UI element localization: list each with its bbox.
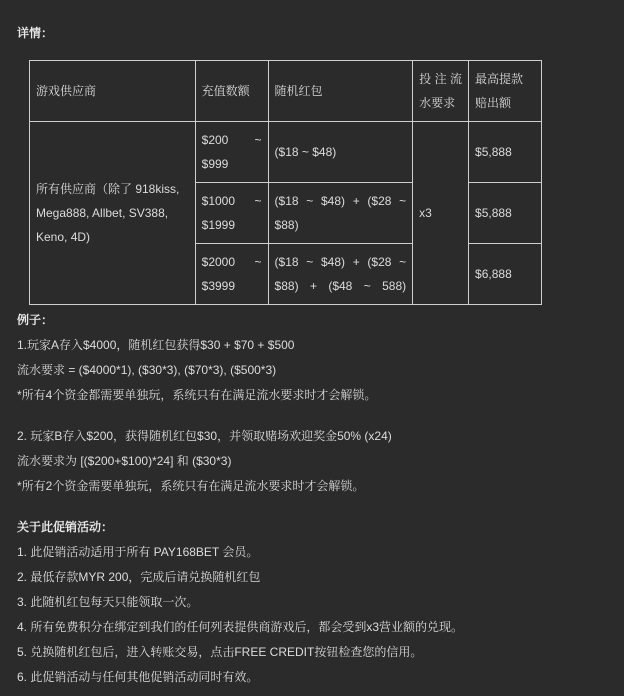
details-heading: 详情： <box>17 26 54 40</box>
table-header-row <box>30 61 542 122</box>
about-line: 6. 此促销活动与任何其他促销活动同时有效。 <box>17 670 259 684</box>
bonus-cell: ($18 ~ $48) <box>268 122 413 183</box>
table-row <box>30 122 542 183</box>
promo-table <box>29 60 542 305</box>
provider-cell: 所有供应商（除了 918kiss, Mega888, Allbet, SV388, Keno, 4D) <box>30 122 196 305</box>
header-deposit: 充值数额 <box>195 61 268 122</box>
turnover-cell: x3 <box>413 122 469 305</box>
example-line: 流水要求为 [($200+$100)*24] 和 ($30*3) <box>17 454 232 468</box>
max-withdraw-cell: $5,888 <box>469 122 542 183</box>
header-provider: 游戏供应商 <box>30 61 196 122</box>
about-title: 关于此促销活动： <box>17 520 114 534</box>
example-title: 例子： <box>17 313 54 327</box>
deposit-cell: $2000 ~ $3999 <box>195 244 268 305</box>
about-line: 1. 此促销活动适用于所有 PAY168BET 会员。 <box>17 545 259 559</box>
bonus-cell: ($18 ~ $48) + ($28 ~ $88) <box>268 183 413 244</box>
example-line: 2. 玩家B存入$200，获得随机红包$30，并领取赌场欢迎奖金50% (x24) <box>17 429 392 443</box>
example-line: *所有2个资金需要单独玩，系统只有在满足流水要求时才会解锁。 <box>17 479 365 493</box>
header-bonus: 随机红包 <box>268 61 413 122</box>
about-line: 2. 最低存款MYR 200，完成后请兑换随机红包 <box>17 570 261 584</box>
deposit-cell: $1000 ~ $1999 <box>195 183 268 244</box>
about-line: 5. 兑换随机红包后，进入转账交易，点击FREE CREDIT按钮检查您的信用。 <box>17 645 423 659</box>
max-withdraw-cell: $6,888 <box>469 244 542 305</box>
bonus-cell: ($18 ~ $48) + ($28 ~ $88) + ($48 ~ 588) <box>268 244 413 305</box>
about-line: 3. 此随机红包每天只能领取一次。 <box>17 595 199 609</box>
example-line: 1.玩家A存入$4000，随机红包获得$30 + $70 + $500 <box>17 338 295 352</box>
header-max-withdraw: 最高提款赔出额 <box>469 61 542 122</box>
deposit-cell: $200 ~ $999 <box>195 122 268 183</box>
example-line: 流水要求 = ($4000*1), ($30*3), ($70*3), ($500*3) <box>17 363 277 377</box>
max-withdraw-cell: $5,888 <box>469 183 542 244</box>
header-turnover: 投注流水要求 <box>413 61 469 122</box>
about-line: 4. 所有免费积分在绑定到我们的任何列表提供商游戏后，都会受到x3营业额的兑现。 <box>17 620 464 634</box>
example-line: *所有4个资金都需要单独玩，系统只有在满足流水要求时才会解锁。 <box>17 388 377 402</box>
